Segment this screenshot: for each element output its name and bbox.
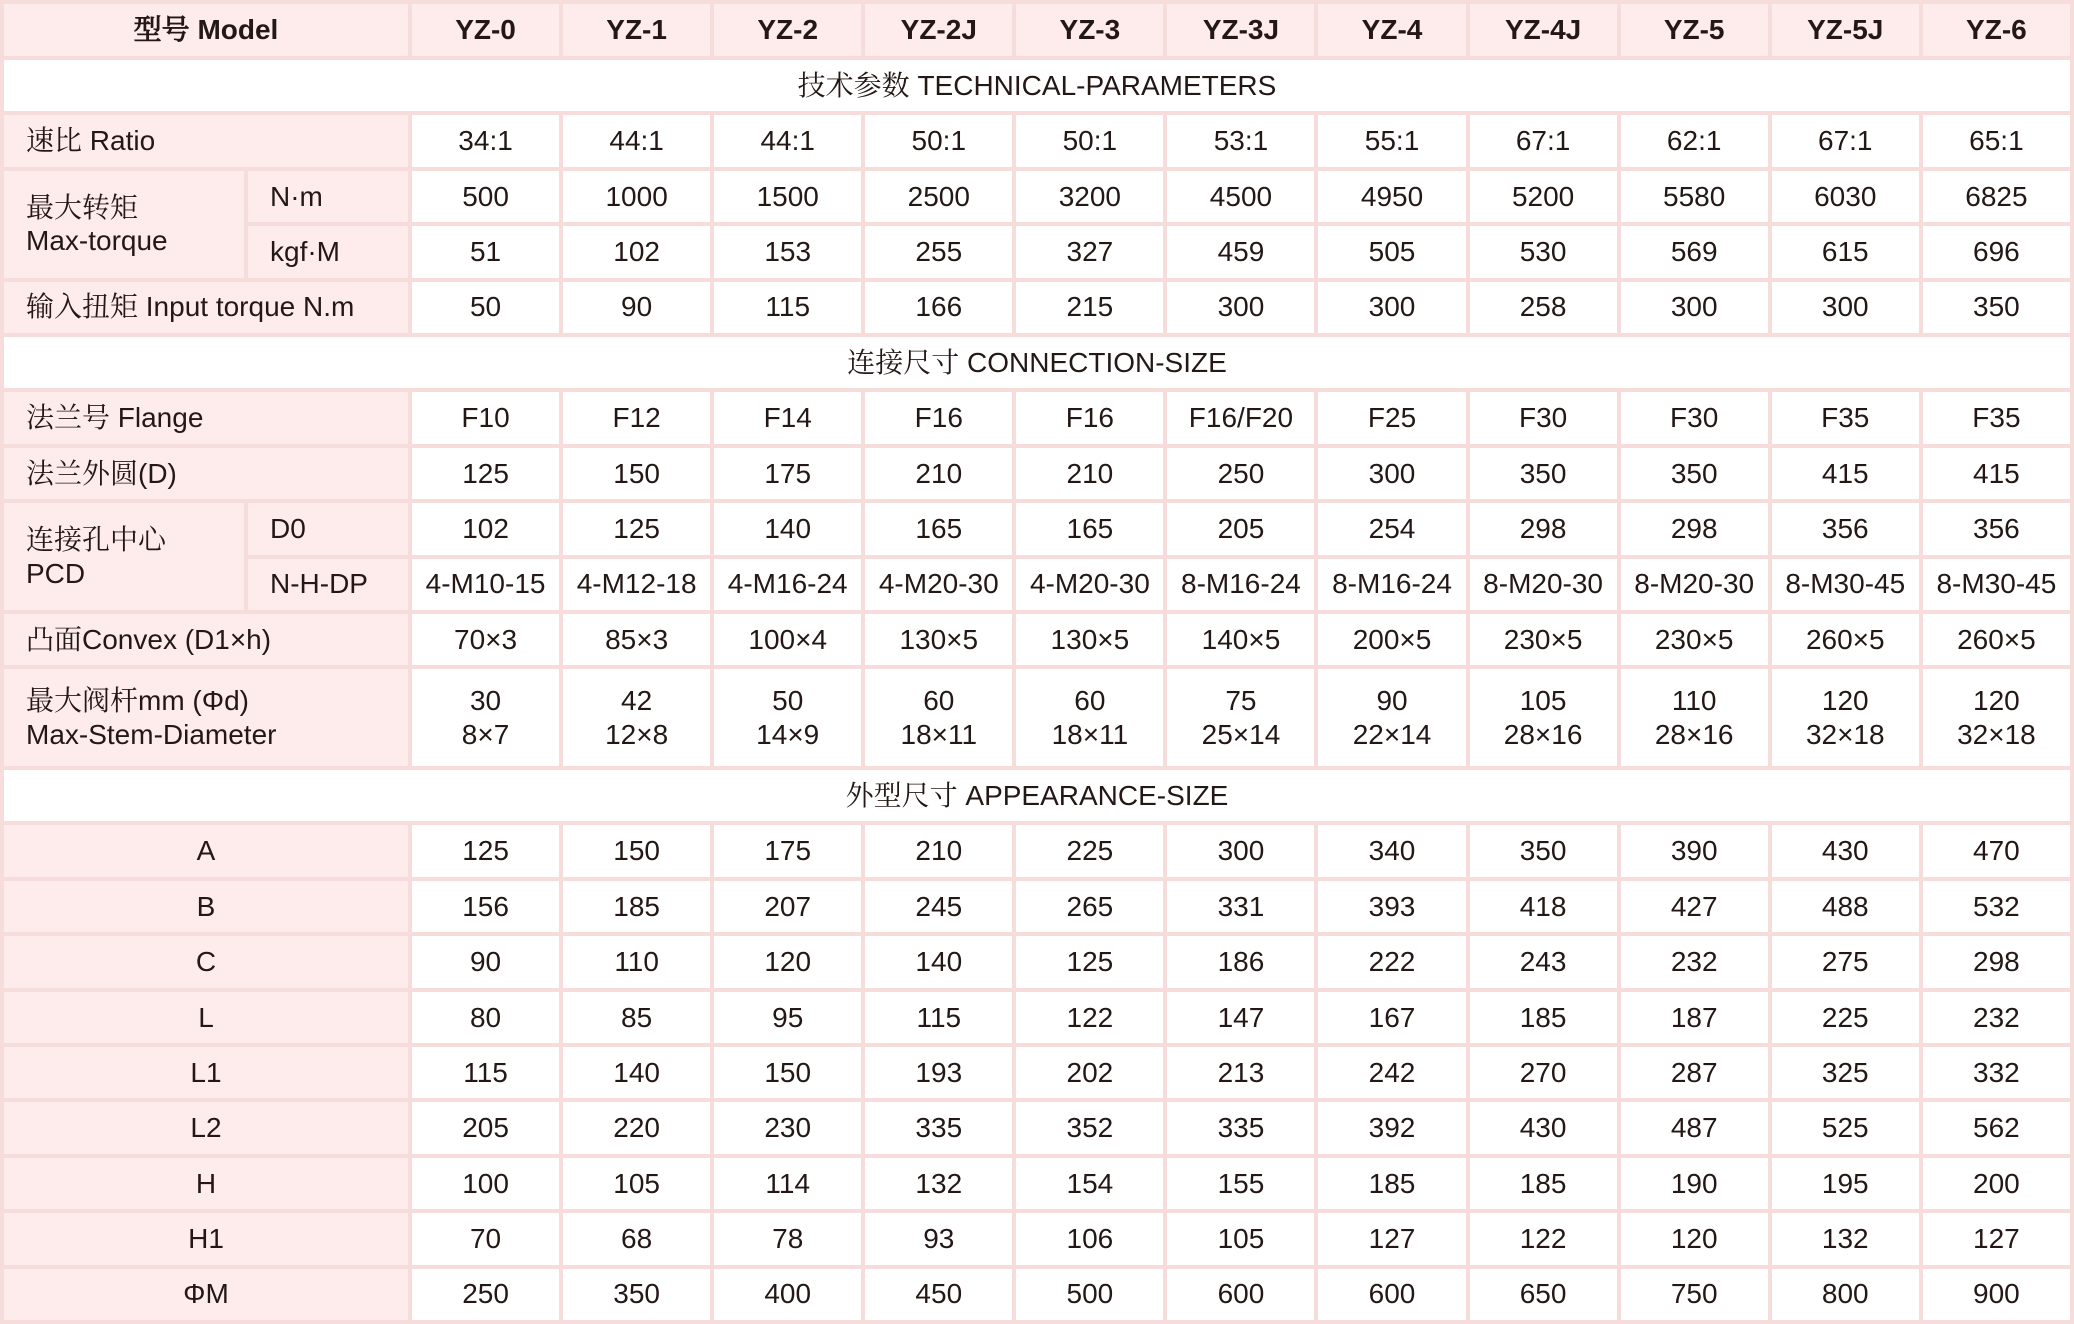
dimension-cell: 600 <box>1167 1269 1314 1320</box>
max-torque-nm-cell: 6825 <box>1923 171 2070 222</box>
dimension-cell: 185 <box>1470 1158 1617 1209</box>
dimension-cell: 390 <box>1621 825 1768 876</box>
stem-key: 12×8 <box>605 718 669 750</box>
stem-key: 18×11 <box>900 718 978 750</box>
flange-cell: F10 <box>412 392 559 443</box>
max-torque-nm-cell: 2500 <box>865 171 1012 222</box>
dimension-cell: 195 <box>1772 1158 1919 1209</box>
dimension-cell: 250 <box>412 1269 559 1320</box>
pcd-nhdp-cell: 4-M20-30 <box>1016 559 1163 610</box>
max-torque-nm-cell: 4500 <box>1167 171 1314 222</box>
model-header: YZ-2 <box>714 4 861 56</box>
flange-cell: F16/F20 <box>1167 392 1314 443</box>
dimension-cell: 352 <box>1016 1102 1163 1153</box>
ratio-cell: 53:1 <box>1167 115 1314 166</box>
dimension-cell: 270 <box>1470 1047 1617 1098</box>
pcd-d0-cell: 102 <box>412 503 559 554</box>
max-torque-kgf-cell: 615 <box>1772 226 1919 277</box>
pcd-d0-cell: 356 <box>1772 503 1919 554</box>
dimension-cell: 122 <box>1016 992 1163 1043</box>
flange-d-cell: 250 <box>1167 448 1314 499</box>
flange-d-cell: 300 <box>1318 448 1465 499</box>
dimension-cell: 532 <box>1923 881 2070 932</box>
dimension-cell: 275 <box>1772 936 1919 987</box>
model-header-label: 型号 Model <box>4 4 408 56</box>
max-torque-kgf-cell: 530 <box>1470 226 1617 277</box>
dimension-cell: 202 <box>1016 1047 1163 1098</box>
dimension-cell: 222 <box>1318 936 1465 987</box>
pcd-label-cn: 连接孔中心 <box>26 523 167 555</box>
ratio-cell: 55:1 <box>1318 115 1465 166</box>
max-torque-kgf-cell: 51 <box>412 226 559 277</box>
dimension-cell: 265 <box>1016 881 1163 932</box>
stem-label-en: Max-Stem-Diameter <box>26 718 277 750</box>
pcd-d0-cell: 205 <box>1167 503 1314 554</box>
table-row <box>4 614 2070 665</box>
unit-label-nm: N·m <box>248 171 408 222</box>
table-row <box>4 825 2070 876</box>
model-header: YZ-4J <box>1470 4 1617 56</box>
dimension-cell: 300 <box>1167 825 1314 876</box>
pcd-d0-cell: 298 <box>1621 503 1768 554</box>
stem-key: 32×18 <box>1957 718 2036 750</box>
unit-label-kgf: kgf·M <box>248 226 408 277</box>
ratio-cell: 62:1 <box>1621 115 1768 166</box>
dimension-cell: 562 <box>1923 1102 2070 1153</box>
model-header: YZ-6 <box>1923 4 2070 56</box>
dimension-cell: 187 <box>1621 992 1768 1043</box>
input-torque-cell: 300 <box>1621 282 1768 333</box>
table-row <box>4 1102 2070 1153</box>
table-row <box>4 1158 2070 1209</box>
dimension-cell: 230 <box>714 1102 861 1153</box>
section-row <box>4 770 2070 821</box>
dimension-cell: 200 <box>1923 1158 2070 1209</box>
dimension-cell: 335 <box>865 1102 1012 1153</box>
dimension-cell: 500 <box>1016 1269 1163 1320</box>
flange-d-cell: 175 <box>714 448 861 499</box>
row-label-flange-d: 法兰外圆(D) <box>4 448 408 499</box>
max-torque-nm-cell: 1500 <box>714 171 861 222</box>
dimension-cell: 210 <box>865 825 1012 876</box>
flange-d-cell: 415 <box>1923 448 2070 499</box>
input-torque-cell: 90 <box>563 282 710 333</box>
dimension-cell: 350 <box>1470 825 1617 876</box>
unit-label-nhdp: N-H-DP <box>248 559 408 610</box>
dimension-cell: 600 <box>1318 1269 1465 1320</box>
section-title-connection: 连接尺寸 CONNECTION-SIZE <box>4 337 2070 388</box>
model-header: YZ-4 <box>1318 4 1465 56</box>
max-torque-nm-cell: 500 <box>412 171 559 222</box>
stem-cell <box>865 669 1012 766</box>
dimension-cell: 127 <box>1923 1213 2070 1264</box>
dimension-cell: 331 <box>1167 881 1314 932</box>
pcd-label-en: PCD <box>26 557 86 589</box>
stem-key: 28×16 <box>1654 718 1734 750</box>
dimension-cell: 120 <box>714 936 861 987</box>
dimension-cell: 120 <box>1621 1213 1768 1264</box>
dimension-label: H1 <box>4 1213 408 1264</box>
stem-diameter: 60 <box>1074 685 1106 717</box>
row-label-convex: 凸面Convex (D1×h) <box>4 614 408 665</box>
dimension-cell: 93 <box>865 1213 1012 1264</box>
dimension-cell: 393 <box>1318 881 1465 932</box>
input-torque-cell: 50 <box>412 282 559 333</box>
stem-key: 32×18 <box>1805 718 1885 750</box>
dimension-cell: 245 <box>865 881 1012 932</box>
flange-d-cell: 350 <box>1621 448 1768 499</box>
dimension-cell: 80 <box>412 992 559 1043</box>
ratio-cell: 50:1 <box>1016 115 1163 166</box>
convex-cell: 260×5 <box>1923 614 2070 665</box>
stem-cell <box>1470 669 1617 766</box>
dimension-cell: 78 <box>714 1213 861 1264</box>
dimension-cell: 392 <box>1318 1102 1465 1153</box>
model-header: YZ-5 <box>1621 4 1768 56</box>
table-row <box>4 1047 2070 1098</box>
dimension-cell: 155 <box>1167 1158 1314 1209</box>
table-row <box>4 115 2070 166</box>
pcd-d0-cell: 140 <box>714 503 861 554</box>
dimension-cell: 150 <box>714 1047 861 1098</box>
dimension-cell: 127 <box>1318 1213 1465 1264</box>
dimension-label: H <box>4 1158 408 1209</box>
flange-cell: F25 <box>1318 392 1465 443</box>
dimension-cell: 85 <box>563 992 710 1043</box>
dimension-cell: 232 <box>1621 936 1768 987</box>
section-title-appearance: 外型尺寸 APPEARANCE-SIZE <box>4 770 2070 821</box>
stem-diameter: 50 <box>772 685 804 717</box>
stem-cell <box>1621 669 1768 766</box>
pcd-d0-cell: 298 <box>1470 503 1617 554</box>
stem-diameter: 120 <box>1973 685 2020 717</box>
pcd-nhdp-cell: 8-M16-24 <box>1318 559 1465 610</box>
input-torque-cell: 215 <box>1016 282 1163 333</box>
dimension-cell: 156 <box>412 881 559 932</box>
pcd-nhdp-cell: 8-M20-30 <box>1621 559 1768 610</box>
dimension-cell: 70 <box>412 1213 559 1264</box>
max-torque-label-cn: 最大转矩 <box>26 191 139 223</box>
stem-cell <box>1923 669 2070 766</box>
dimension-cell: 470 <box>1923 825 2070 876</box>
dimension-cell: 225 <box>1016 825 1163 876</box>
pcd-nhdp-cell: 4-M12-18 <box>563 559 710 610</box>
dimension-cell: 115 <box>412 1047 559 1098</box>
dimension-cell: 100 <box>412 1158 559 1209</box>
dimension-cell: 106 <box>1016 1213 1163 1264</box>
input-torque-cell: 115 <box>714 282 861 333</box>
max-torque-nm-cell: 1000 <box>563 171 710 222</box>
dimension-label: ΦM <box>4 1269 408 1320</box>
dimension-cell: 175 <box>714 825 861 876</box>
pcd-nhdp-cell: 8-M20-30 <box>1470 559 1617 610</box>
stem-cell <box>1167 669 1314 766</box>
max-torque-kgf-cell: 327 <box>1016 226 1163 277</box>
table-row <box>4 282 2070 333</box>
ratio-cell: 65:1 <box>1923 115 2070 166</box>
max-torque-kgf-cell: 153 <box>714 226 861 277</box>
flange-d-cell: 125 <box>412 448 559 499</box>
dimension-cell: 243 <box>1470 936 1617 987</box>
dimension-cell: 150 <box>563 825 710 876</box>
stem-cell <box>714 669 861 766</box>
pcd-d0-cell: 125 <box>563 503 710 554</box>
flange-cell: F14 <box>714 392 861 443</box>
dimension-label: B <box>4 881 408 932</box>
table-row <box>4 559 2070 610</box>
row-label-ratio: 速比 Ratio <box>4 115 408 166</box>
table-row <box>4 226 2070 277</box>
dimension-label: C <box>4 936 408 987</box>
table-row <box>4 881 2070 932</box>
max-torque-kgf-cell: 505 <box>1318 226 1465 277</box>
table-row <box>4 392 2070 443</box>
dimension-label: A <box>4 825 408 876</box>
flange-cell: F12 <box>563 392 710 443</box>
stem-cell <box>563 669 710 766</box>
pcd-nhdp-cell: 8-M30-45 <box>1923 559 2070 610</box>
pcd-nhdp-cell: 8-M30-45 <box>1772 559 1919 610</box>
dimension-cell: 335 <box>1167 1102 1314 1153</box>
dimension-cell: 90 <box>412 936 559 987</box>
stem-diameter: 110 <box>1671 685 1717 717</box>
max-torque-nm-cell: 5580 <box>1621 171 1768 222</box>
ratio-cell: 67:1 <box>1470 115 1617 166</box>
stem-key: 22×14 <box>1352 718 1432 750</box>
stem-key: 14×9 <box>756 718 820 750</box>
ratio-cell: 67:1 <box>1772 115 1919 166</box>
pcd-nhdp-cell: 4-M20-30 <box>865 559 1012 610</box>
input-torque-cell: 166 <box>865 282 1012 333</box>
stem-key: 18×11 <box>1051 718 1129 750</box>
dimension-cell: 400 <box>714 1269 861 1320</box>
flange-cell: F35 <box>1772 392 1919 443</box>
dimension-cell: 95 <box>714 992 861 1043</box>
dimension-cell: 325 <box>1772 1047 1919 1098</box>
dimension-cell: 488 <box>1772 881 1919 932</box>
input-torque-cell: 350 <box>1923 282 2070 333</box>
dimension-cell: 800 <box>1772 1269 1919 1320</box>
dimension-cell: 650 <box>1470 1269 1617 1320</box>
model-header: YZ-5J <box>1772 4 1919 56</box>
max-torque-kgf-cell: 102 <box>563 226 710 277</box>
pcd-d0-cell: 254 <box>1318 503 1465 554</box>
pcd-d0-cell: 165 <box>1016 503 1163 554</box>
ratio-cell: 34:1 <box>412 115 559 166</box>
dimension-cell: 430 <box>1470 1102 1617 1153</box>
dimension-cell: 340 <box>1318 825 1465 876</box>
dimension-cell: 350 <box>563 1269 710 1320</box>
dimension-cell: 193 <box>865 1047 1012 1098</box>
dimension-cell: 418 <box>1470 881 1617 932</box>
dimension-cell: 185 <box>563 881 710 932</box>
convex-cell: 100×4 <box>714 614 861 665</box>
convex-cell: 85×3 <box>563 614 710 665</box>
dimension-cell: 105 <box>563 1158 710 1209</box>
input-torque-cell: 300 <box>1318 282 1465 333</box>
table-row <box>4 171 2070 222</box>
table-row <box>4 992 2070 1043</box>
table-row <box>4 1213 2070 1264</box>
convex-cell: 260×5 <box>1772 614 1919 665</box>
flange-cell: F16 <box>865 392 1012 443</box>
dimension-label: L1 <box>4 1047 408 1098</box>
dimension-cell: 115 <box>865 992 1012 1043</box>
dimension-cell: 186 <box>1167 936 1314 987</box>
dimension-cell: 140 <box>865 936 1012 987</box>
ratio-cell: 44:1 <box>714 115 861 166</box>
dimension-cell: 213 <box>1167 1047 1314 1098</box>
table-row <box>4 448 2070 499</box>
flange-cell: F30 <box>1470 392 1617 443</box>
dimension-cell: 287 <box>1621 1047 1768 1098</box>
pcd-d0-cell: 165 <box>865 503 1012 554</box>
pcd-nhdp-cell: 4-M10-15 <box>412 559 559 610</box>
dimension-cell: 147 <box>1167 992 1314 1043</box>
dimension-cell: 185 <box>1318 1158 1465 1209</box>
dimension-cell: 132 <box>865 1158 1012 1209</box>
max-torque-nm-cell: 4950 <box>1318 171 1465 222</box>
dimension-cell: 487 <box>1621 1102 1768 1153</box>
flange-d-cell: 210 <box>865 448 1012 499</box>
max-torque-kgf-cell: 569 <box>1621 226 1768 277</box>
dimension-cell: 154 <box>1016 1158 1163 1209</box>
convex-cell: 140×5 <box>1167 614 1314 665</box>
flange-cell: F30 <box>1621 392 1768 443</box>
model-header: YZ-0 <box>412 4 559 56</box>
model-header: YZ-3J <box>1167 4 1314 56</box>
appearance-rows <box>4 825 2070 1320</box>
dimension-cell: 190 <box>1621 1158 1768 1209</box>
flange-d-cell: 415 <box>1772 448 1919 499</box>
dimension-cell: 298 <box>1923 936 2070 987</box>
dimension-cell: 207 <box>714 881 861 932</box>
dimension-cell: 220 <box>563 1102 710 1153</box>
row-label-input-torque: 输入扭矩 Input torque N.m <box>4 282 408 333</box>
row-label-max-torque <box>4 171 244 278</box>
dimension-cell: 132 <box>1772 1213 1919 1264</box>
input-torque-cell: 300 <box>1167 282 1314 333</box>
stem-diameter: 42 <box>621 685 653 717</box>
flange-cell: F35 <box>1923 392 2070 443</box>
ratio-cell: 50:1 <box>865 115 1012 166</box>
pcd-d0-cell: 356 <box>1923 503 2070 554</box>
convex-cell: 230×5 <box>1621 614 1768 665</box>
dimension-cell: 430 <box>1772 825 1919 876</box>
stem-diameter: 60 <box>923 685 955 717</box>
dimension-cell: 242 <box>1318 1047 1465 1098</box>
dimension-cell: 900 <box>1923 1269 2070 1320</box>
max-torque-label-en: Max-torque <box>26 225 168 257</box>
dimension-label: L2 <box>4 1102 408 1153</box>
unit-label-d0: D0 <box>248 503 408 554</box>
stem-diameter: 105 <box>1519 685 1567 717</box>
max-torque-kgf-cell: 255 <box>865 226 1012 277</box>
dimension-cell: 140 <box>563 1047 710 1098</box>
dimension-cell: 110 <box>563 936 710 987</box>
model-header: YZ-2J <box>865 4 1012 56</box>
dimension-cell: 750 <box>1621 1269 1768 1320</box>
max-torque-nm-cell: 6030 <box>1772 171 1919 222</box>
dimension-cell: 427 <box>1621 881 1768 932</box>
dimension-cell: 205 <box>412 1102 559 1153</box>
convex-cell: 230×5 <box>1470 614 1617 665</box>
stem-cell <box>1318 669 1465 766</box>
row-label-flange: 法兰号 Flange <box>4 392 408 443</box>
row-label-pcd <box>4 503 244 610</box>
pcd-nhdp-cell: 4-M16-24 <box>714 559 861 610</box>
dimension-cell: 450 <box>865 1269 1012 1320</box>
ratio-cell: 44:1 <box>563 115 710 166</box>
stem-diameter: 30 <box>469 685 502 717</box>
stem-cell <box>412 669 559 766</box>
convex-cell: 130×5 <box>865 614 1012 665</box>
max-torque-kgf-cell: 459 <box>1167 226 1314 277</box>
input-torque-cell: 300 <box>1772 282 1919 333</box>
model-header: YZ-3 <box>1016 4 1163 56</box>
dimension-cell: 167 <box>1318 992 1465 1043</box>
table-row <box>4 503 2070 554</box>
stem-key: 25×14 <box>1201 718 1281 750</box>
dimension-cell: 225 <box>1772 992 1919 1043</box>
max-torque-kgf-cell: 696 <box>1923 226 2070 277</box>
stem-diameter: 75 <box>1225 685 1257 717</box>
dimension-cell: 125 <box>412 825 559 876</box>
table-row <box>4 936 2070 987</box>
dimension-cell: 332 <box>1923 1047 2070 1098</box>
table-row <box>4 1269 2070 1320</box>
stem-cell <box>1772 669 1919 766</box>
section-row <box>4 60 2070 111</box>
flange-d-cell: 210 <box>1016 448 1163 499</box>
flange-cell: F16 <box>1016 392 1163 443</box>
section-row <box>4 337 2070 388</box>
dimension-cell: 185 <box>1470 992 1617 1043</box>
model-header: YZ-1 <box>563 4 710 56</box>
convex-cell: 70×3 <box>412 614 559 665</box>
stem-cell <box>1016 669 1163 766</box>
dimension-cell: 122 <box>1470 1213 1617 1264</box>
flange-d-cell: 350 <box>1470 448 1617 499</box>
dimension-cell: 232 <box>1923 992 2070 1043</box>
table-row <box>4 669 2070 766</box>
header-row <box>4 4 2070 56</box>
input-torque-cell: 258 <box>1470 282 1617 333</box>
stem-label-cn: 最大阀杆mm (Φd) <box>26 685 249 717</box>
max-torque-nm-cell: 3200 <box>1016 171 1163 222</box>
convex-cell: 200×5 <box>1318 614 1465 665</box>
dimension-cell: 105 <box>1167 1213 1314 1264</box>
dimension-cell: 114 <box>714 1158 861 1209</box>
max-torque-nm-cell: 5200 <box>1470 171 1617 222</box>
stem-diameter: 90 <box>1376 685 1408 717</box>
stem-key: 8×7 <box>461 718 510 750</box>
dimension-cell: 525 <box>1772 1102 1919 1153</box>
stem-key: 28×16 <box>1503 718 1583 750</box>
pcd-nhdp-cell: 8-M16-24 <box>1167 559 1314 610</box>
row-label-stem <box>4 669 408 766</box>
dimension-label: L <box>4 992 408 1043</box>
stem-diameter: 120 <box>1821 685 1869 717</box>
dimension-cell: 68 <box>563 1213 710 1264</box>
section-title-technical: 技术参数 TECHNICAL-PARAMETERS <box>4 60 2070 111</box>
flange-d-cell: 150 <box>563 448 710 499</box>
dimension-cell: 125 <box>1016 936 1163 987</box>
convex-cell: 130×5 <box>1016 614 1163 665</box>
